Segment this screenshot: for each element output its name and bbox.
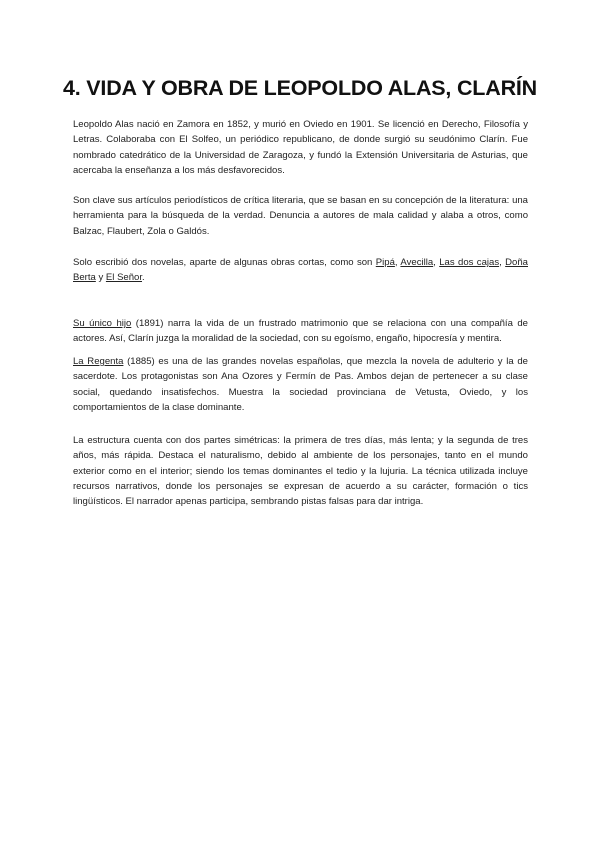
paragraph-la-regenta	[73, 354, 528, 415]
page-title: 4. VIDA Y OBRA DE LEOPOLDO ALAS, CLARÍN	[62, 76, 537, 100]
separator: y	[95, 272, 106, 284]
separator: ,	[433, 257, 440, 268]
separator: ,	[499, 257, 506, 268]
work-title-el-senor: El Señor	[105, 272, 143, 284]
paragraph-novels	[73, 255, 528, 286]
separator: ,	[394, 257, 401, 268]
novels-intro: Solo escribió dos novelas, aparte de algunas obras cortas, como son	[73, 257, 376, 268]
paragraph-su-unico-hijo-text: (1891) narra la vida de un frustrado matrimonio que se relaciona con una compañía de actores. Así, Clarín juzga la moralidad de la sociedad, con su egoísmo, engaño, hipocresía y mentira.	[73, 318, 528, 345]
paragraph-criticism: Son clave sus artículos periodísticos de crítica literaria, que se basan en su concepción de la literatura: una herramienta para la búsqueda de la verdad. Denuncia a autores de mala calidad y alaba a otros, como Balzac, Flaubert, Zola o Galdós.	[73, 195, 528, 237]
work-title-su-unico-hijo: Su único hijo	[73, 318, 132, 329]
work-title-pipa: Pipá	[375, 257, 395, 268]
work-title-dona-berta: Doña Berta	[73, 257, 528, 284]
paragraph-su-unico-hijo	[73, 316, 528, 347]
paragraph-la-regenta-text: (1885) es una de las grandes novelas españolas, que mezcla la novela de adulterio y la de sacerdote. Los protagonistas son Ana Ozores y Fermín de Pas. Ambos dejan de pertenecer a su clase social, quedando insatisfechos. Muestra la sociedad provinciana de Vetusta, Oviedo, y los comportamientos de la clase dominante.	[73, 356, 528, 413]
work-title-avecilla: Avecilla	[400, 257, 434, 268]
paragraph-end: .	[142, 272, 145, 284]
work-title-las-dos-cajas: Las dos cajas	[439, 257, 500, 268]
paragraph-structure: La estructura cuenta con dos partes simétricas: la primera de tres días, más lenta; y la segunda de tres años, más rápida. Destaca el naturalismo, debido al ambiente de los personajes, tanto en el mundo exterior como en el interior; siendo los temas dominantes el tedio y la lujuria. La técnica utilizada incluye recursos narrativos, donde los personajes se expresan de acuerdo a su carácter, formación o tics lingüísticos. El narrador apenas participa, sembrando pistas falsas para dar intriga.	[73, 435, 528, 508]
work-title-la-regenta: La Regenta	[73, 356, 124, 367]
paragraph-biography: Leopoldo Alas nació en Zamora en 1852, y murió en Oviedo en 1901. Se licenció en Derecho, Filosofía y Letras. Colaboraba con El Solfeo, un periódico republicano, de donde surgió su seudónimo Clarín. Fue nombrado catedrático de la Universidad de Zaragoza, y fundó la Extensión Universitaria de Asturias, que acercaba la enseñanza a los más desfavorecidos.	[73, 119, 528, 176]
